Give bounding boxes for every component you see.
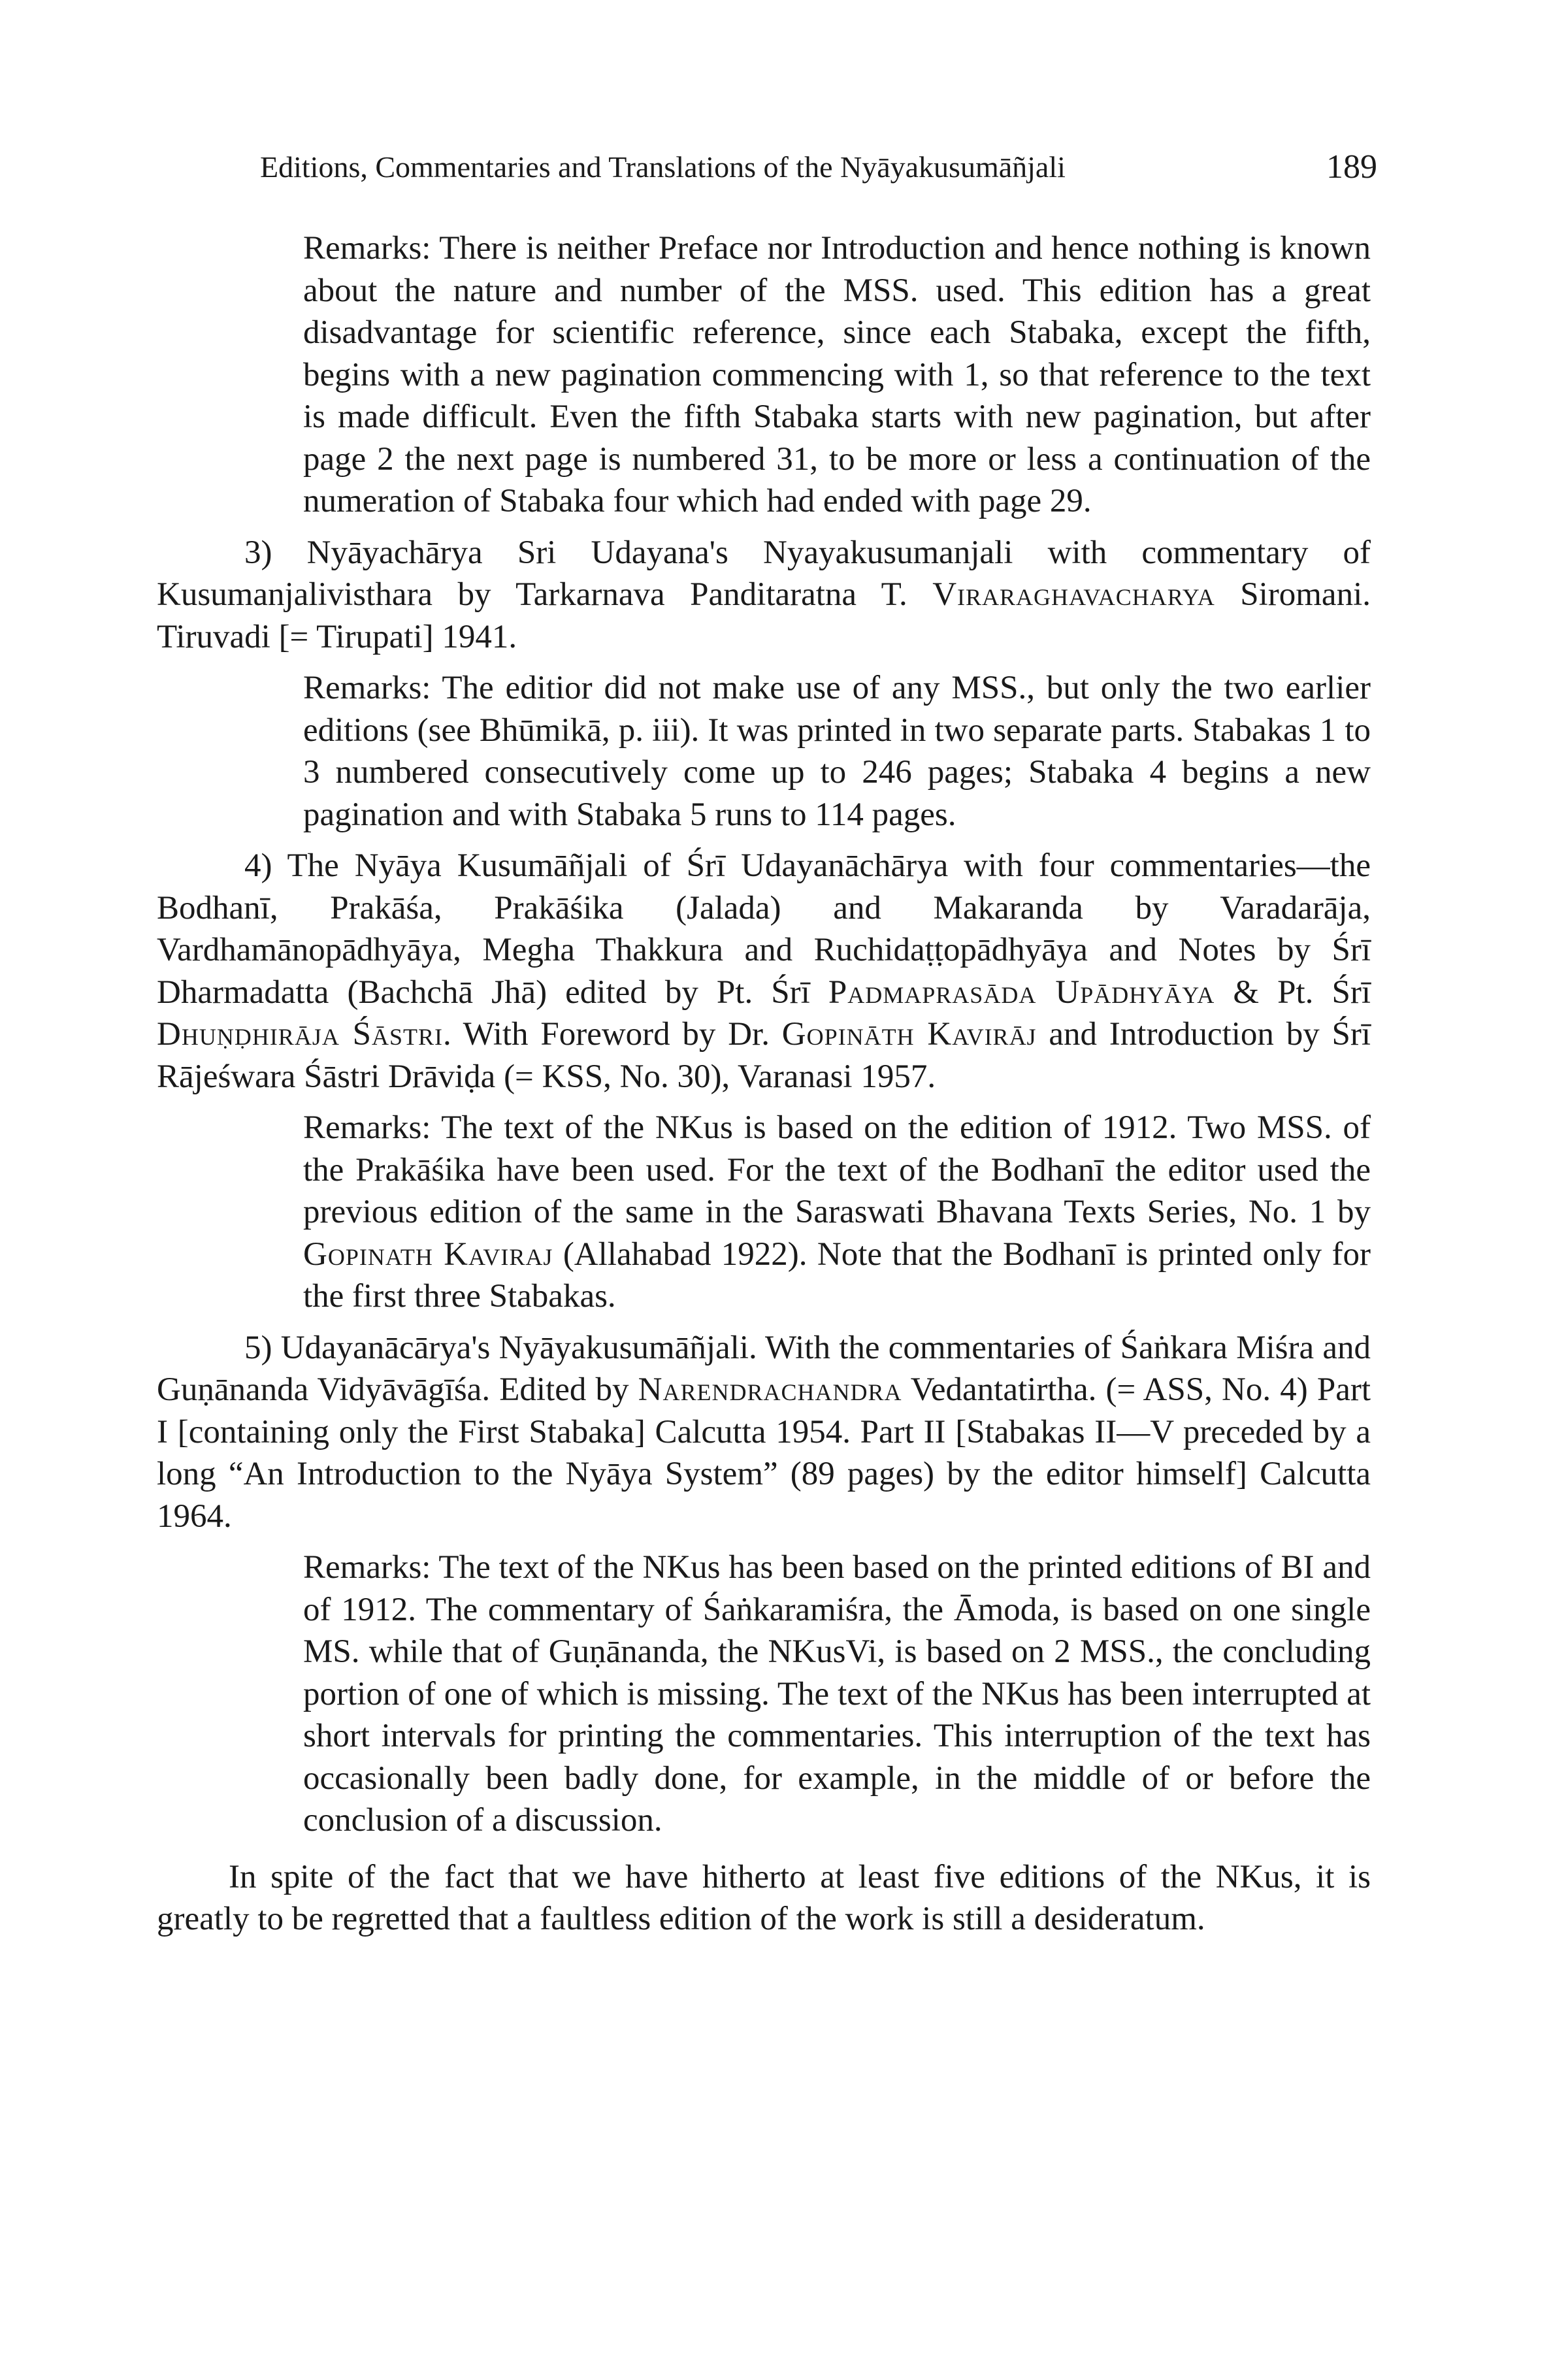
entry-4-editor-2: Dhuṇḍhirāja Śāstri xyxy=(157,1016,443,1053)
entry-5-text: 5) Udayanācārya's Nyāyakusumāñjali. With the commentaries of Śaṅkara Miśra and Guṇānanda Vidyāvāgīśa. Edited by xyxy=(157,1329,1371,1408)
entry-4-text: 4) The Nyāya Kusumāñjali of Śrī Udayanāchārya with four commentaries—the Bodhanī, Prakāśa, Prakāśika (Jalada) and Makaranda by Varadarāja, Vardhamānopādhyāya, Megha Thakkura and Ruchidaṭṭopādhyāya and Notes by Śrī Dharmadatta (Bachchā Jhā) edited by Pt. Śrī xyxy=(157,847,1371,1011)
page-number: 189 xyxy=(1326,148,1377,186)
entry-4-foreword-author: Gopināth Kavirāj xyxy=(781,1016,1037,1053)
entry-4-editor-1: Padmaprasāda Upādhyāya xyxy=(828,973,1215,1011)
body-text xyxy=(157,227,1371,1940)
entry-3-editor: Viraraghavacharya xyxy=(932,576,1215,613)
entry-4-text-end: and Introduction by Śrī Rājeśwara Śāstri Drāviḍa (= KSS, No. 30), Varanasi 1957. xyxy=(157,1016,1371,1095)
entry-4 xyxy=(157,845,1371,1098)
remarks-entry-3: Remarks: The editior did not make use of any MSS., but only the two earlier editions (see Bhūmikā, p. iii). It was printed in two separate parts. Stabakas 1 to 3 numbered consecutively come up to 246 pages; Stabaka 4 begins a new pagination and with Stabaka 5 runs to 114 pages. xyxy=(303,670,1371,833)
entry-5 xyxy=(157,1327,1371,1538)
entry-3-text-end: Siromani. Tiruvadi [= Tirupati] 1941. xyxy=(157,576,1371,655)
remarks-entry-4-name: Gopinath Kaviraj xyxy=(303,1235,553,1273)
remarks-entry-4-text-end: (Allahabad 1922). Note that the Bodhanī is printed only for the first three Stabakas. xyxy=(303,1235,1371,1315)
conclusion-paragraph: In spite of the fact that we have hitherto at least five editions of the NKus, it is greatly to be regretted that a faultless edition of the work is still a desideratum. xyxy=(157,1858,1371,1937)
remarks-edition-2: Remarks: There is neither Preface nor Introduction and hence nothing is known about the nature and number of the MSS. used. This edition has a great disadvantage for scientific reference, since each Stabaka, except the fifth, begins with a new pagination commencing with 1, so that reference to the text is made difficult. Even the fifth Stabaka starts with new pagination, but after page 2 the next page is numbered 31, to be more or less a continuation of the numeration of Stabaka four which had ended with page 29. xyxy=(303,230,1371,519)
header-title: Editions, Commentaries and Translations of the Nyāyakusumāñjali xyxy=(260,150,1066,184)
entry-4-text-mid2: . With Foreword by Dr. xyxy=(443,1016,782,1053)
entry-3 xyxy=(157,532,1371,659)
entry-4-text-mid: & Pt. Śrī xyxy=(1215,973,1371,1011)
entry-5-editor: Narendrachandra xyxy=(638,1371,902,1408)
remarks-entry-5: Remarks: The text of the NKus has been based on the printed editions of BI and of 1912. The commentary of Śaṅkaramiśra, the Āmoda, is based on one single MS. while that of Guṇānanda, the NKusVi, is based on 2 MSS., the concluding portion of one of which is missing. The text of the NKus has been interrupted at short intervals for printing the commentaries. This interruption of the text has occasionally been badly done, for example, in the middle of or before the conclusion of a discussion. xyxy=(303,1549,1371,1839)
entry-3-text: 3) Nyāyachārya Sri Udayana's Nyayakusumanjali with commentary of Kusumanjalivisthara by Tarkarnava Panditaratna T. xyxy=(157,534,1371,613)
entry-5-text-end: Vedantatirtha. (= ASS, No. 4) Part I [containing only the First Stabaka] Calcutta 1954. Part II [Stabakas II—V preceded by a long “An Introduction to the Nyāya System” (89 pages) by the editor himself] Calcutta 1964. xyxy=(157,1371,1371,1535)
remarks-entry-4 xyxy=(303,1107,1371,1318)
remarks-entry-4-text: Remarks: The text of the NKus is based on the edition of 1912. Two MSS. of the Prakāśika have been used. For the text of the Bodhanī the editor used the previous edition of the same in the Saraswati Bhavana Texts Series, No. 1 by xyxy=(303,1109,1371,1230)
running-header xyxy=(260,141,1377,193)
